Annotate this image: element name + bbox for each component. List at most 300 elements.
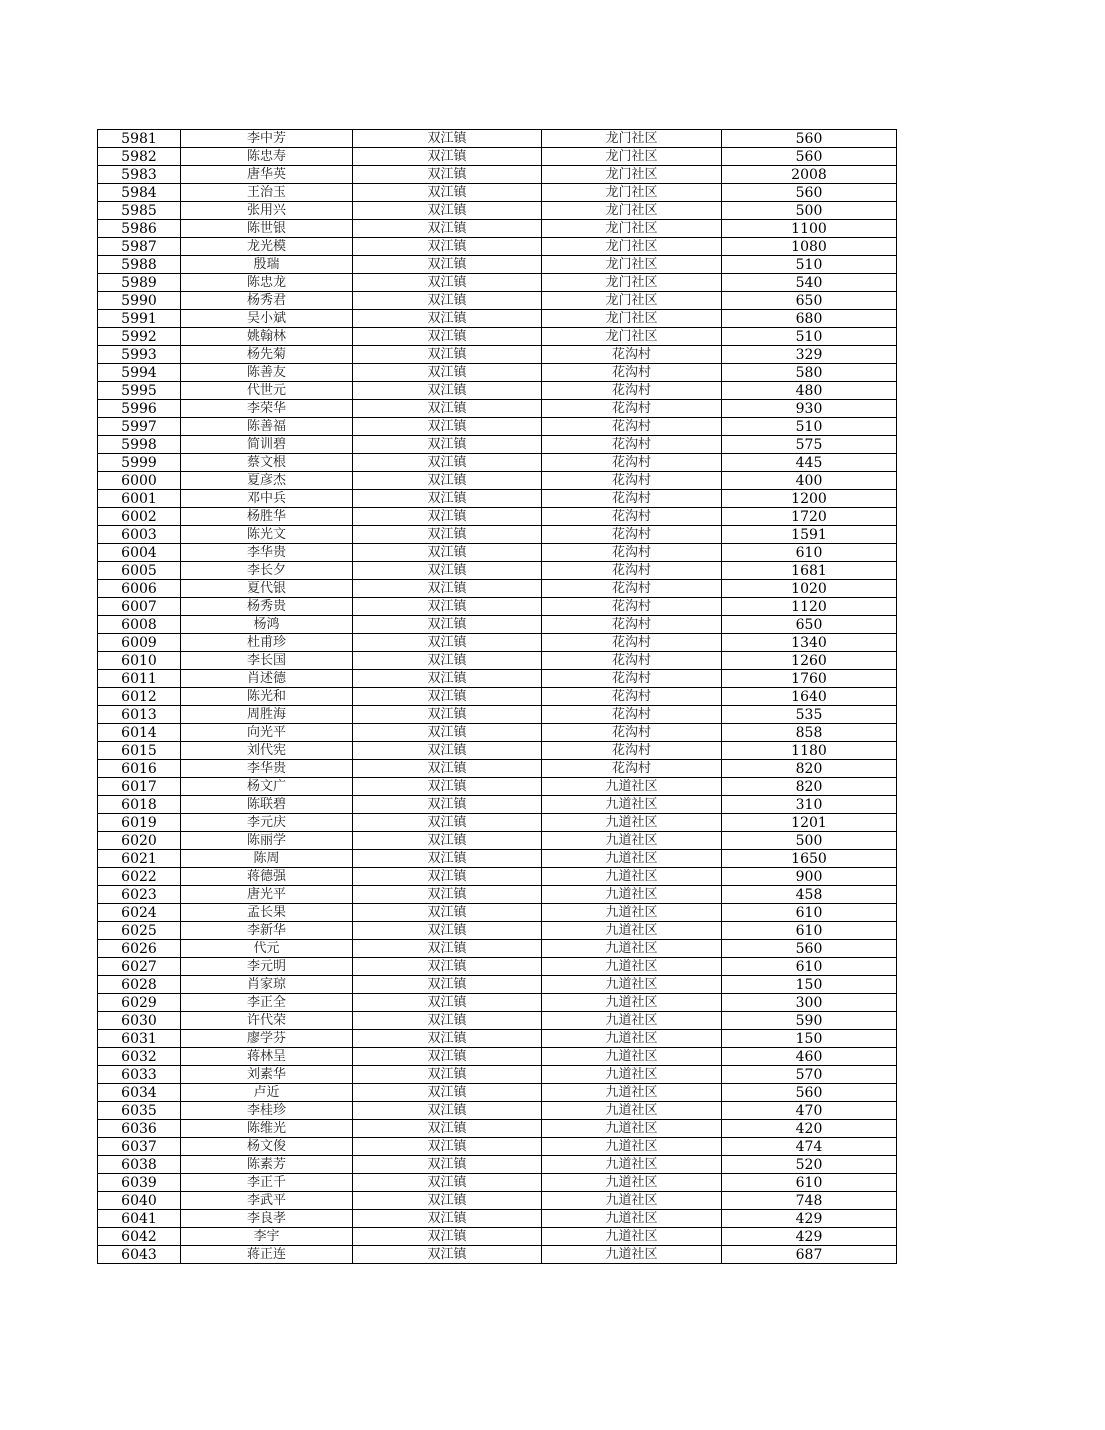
name-cell: 李宇 <box>181 1228 353 1246</box>
name-cell: 李新华 <box>181 922 353 940</box>
amount-cell: 1640 <box>722 688 897 706</box>
village-cell: 龙门社区 <box>542 148 722 166</box>
town-cell: 双江镇 <box>353 1030 542 1048</box>
serial-number-cell: 6009 <box>98 634 181 652</box>
table-row <box>98 742 897 760</box>
town-cell: 双江镇 <box>353 850 542 868</box>
village-cell: 龙门社区 <box>542 130 722 148</box>
table-row <box>98 184 897 202</box>
amount-cell: 520 <box>722 1156 897 1174</box>
serial-number-cell: 6011 <box>98 670 181 688</box>
town-cell: 双江镇 <box>353 994 542 1012</box>
town-cell: 双江镇 <box>353 328 542 346</box>
serial-number-cell: 6036 <box>98 1120 181 1138</box>
town-cell: 双江镇 <box>353 598 542 616</box>
serial-number-cell: 6025 <box>98 922 181 940</box>
serial-number-cell: 6028 <box>98 976 181 994</box>
town-cell: 双江镇 <box>353 202 542 220</box>
serial-number-cell: 6032 <box>98 1048 181 1066</box>
amount-cell: 820 <box>722 778 897 796</box>
name-cell: 廖学芬 <box>181 1030 353 1048</box>
town-cell: 双江镇 <box>353 580 542 598</box>
name-cell: 殷瑞 <box>181 256 353 274</box>
town-cell: 双江镇 <box>353 418 542 436</box>
name-cell: 李长夕 <box>181 562 353 580</box>
name-cell: 李元明 <box>181 958 353 976</box>
town-cell: 双江镇 <box>353 688 542 706</box>
amount-cell: 400 <box>722 472 897 490</box>
table-row <box>98 562 897 580</box>
amount-cell: 1180 <box>722 742 897 760</box>
name-cell: 蒋林呈 <box>181 1048 353 1066</box>
amount-cell: 590 <box>722 1012 897 1030</box>
serial-number-cell: 6035 <box>98 1102 181 1120</box>
table-row <box>98 760 897 778</box>
name-cell: 姚翰林 <box>181 328 353 346</box>
name-cell: 代元 <box>181 940 353 958</box>
amount-cell: 500 <box>722 832 897 850</box>
table-row <box>98 616 897 634</box>
name-cell: 李长国 <box>181 652 353 670</box>
name-cell: 孟长果 <box>181 904 353 922</box>
table-row <box>98 670 897 688</box>
amount-cell: 429 <box>722 1210 897 1228</box>
table-row <box>98 382 897 400</box>
name-cell: 杨文广 <box>181 778 353 796</box>
table-row <box>98 130 897 148</box>
table-row <box>98 526 897 544</box>
village-cell: 花沟村 <box>542 688 722 706</box>
amount-cell: 748 <box>722 1192 897 1210</box>
serial-number-cell: 5995 <box>98 382 181 400</box>
table-row <box>98 274 897 292</box>
amount-cell: 535 <box>722 706 897 724</box>
table-row <box>98 346 897 364</box>
amount-cell: 610 <box>722 922 897 940</box>
village-cell: 九道社区 <box>542 904 722 922</box>
town-cell: 双江镇 <box>353 652 542 670</box>
amount-cell: 580 <box>722 364 897 382</box>
town-cell: 双江镇 <box>353 1174 542 1192</box>
village-cell: 九道社区 <box>542 886 722 904</box>
town-cell: 双江镇 <box>353 184 542 202</box>
name-cell: 陈素芳 <box>181 1156 353 1174</box>
name-cell: 夏代银 <box>181 580 353 598</box>
village-cell: 花沟村 <box>542 526 722 544</box>
village-cell: 九道社区 <box>542 1120 722 1138</box>
data-table <box>97 129 897 1264</box>
table-row <box>98 1174 897 1192</box>
name-cell: 唐光平 <box>181 886 353 904</box>
amount-cell: 610 <box>722 544 897 562</box>
village-cell: 九道社区 <box>542 1156 722 1174</box>
village-cell: 花沟村 <box>542 454 722 472</box>
village-cell: 九道社区 <box>542 1066 722 1084</box>
village-cell: 花沟村 <box>542 634 722 652</box>
serial-number-cell: 6014 <box>98 724 181 742</box>
serial-number-cell: 5991 <box>98 310 181 328</box>
table-row <box>98 292 897 310</box>
amount-cell: 1080 <box>722 238 897 256</box>
table-row <box>98 724 897 742</box>
serial-number-cell: 6041 <box>98 1210 181 1228</box>
village-cell: 龙门社区 <box>542 274 722 292</box>
serial-number-cell: 6030 <box>98 1012 181 1030</box>
village-cell: 九道社区 <box>542 1048 722 1066</box>
amount-cell: 687 <box>722 1246 897 1264</box>
name-cell: 张用兴 <box>181 202 353 220</box>
town-cell: 双江镇 <box>353 1192 542 1210</box>
serial-number-cell: 5992 <box>98 328 181 346</box>
serial-number-cell: 6018 <box>98 796 181 814</box>
town-cell: 双江镇 <box>353 544 542 562</box>
town-cell: 双江镇 <box>353 706 542 724</box>
village-cell: 九道社区 <box>542 1012 722 1030</box>
serial-number-cell: 6026 <box>98 940 181 958</box>
name-cell: 向光平 <box>181 724 353 742</box>
table-row <box>98 436 897 454</box>
town-cell: 双江镇 <box>353 220 542 238</box>
table-row <box>98 1066 897 1084</box>
village-cell: 花沟村 <box>542 382 722 400</box>
amount-cell: 429 <box>722 1228 897 1246</box>
amount-cell: 560 <box>722 940 897 958</box>
town-cell: 双江镇 <box>353 562 542 580</box>
town-cell: 双江镇 <box>353 760 542 778</box>
town-cell: 双江镇 <box>353 742 542 760</box>
name-cell: 陈善友 <box>181 364 353 382</box>
serial-number-cell: 6021 <box>98 850 181 868</box>
name-cell: 王治玉 <box>181 184 353 202</box>
village-cell: 龙门社区 <box>542 166 722 184</box>
amount-cell: 510 <box>722 418 897 436</box>
village-cell: 九道社区 <box>542 1228 722 1246</box>
serial-number-cell: 6012 <box>98 688 181 706</box>
town-cell: 双江镇 <box>353 922 542 940</box>
town-cell: 双江镇 <box>353 958 542 976</box>
serial-number-cell: 6039 <box>98 1174 181 1192</box>
name-cell: 陈丽学 <box>181 832 353 850</box>
town-cell: 双江镇 <box>353 1012 542 1030</box>
village-cell: 九道社区 <box>542 976 722 994</box>
table-row <box>98 1228 897 1246</box>
name-cell: 杨秀君 <box>181 292 353 310</box>
serial-number-cell: 6020 <box>98 832 181 850</box>
village-cell: 花沟村 <box>542 418 722 436</box>
amount-cell: 1100 <box>722 220 897 238</box>
village-cell: 花沟村 <box>542 400 722 418</box>
table-row <box>98 472 897 490</box>
amount-cell: 1720 <box>722 508 897 526</box>
village-cell: 九道社区 <box>542 922 722 940</box>
serial-number-cell: 5994 <box>98 364 181 382</box>
serial-number-cell: 5986 <box>98 220 181 238</box>
table-row <box>98 994 897 1012</box>
amount-cell: 470 <box>722 1102 897 1120</box>
village-cell: 九道社区 <box>542 1192 722 1210</box>
amount-cell: 560 <box>722 1084 897 1102</box>
serial-number-cell: 5989 <box>98 274 181 292</box>
village-cell: 龙门社区 <box>542 220 722 238</box>
serial-number-cell: 6022 <box>98 868 181 886</box>
name-cell: 刘素华 <box>181 1066 353 1084</box>
amount-cell: 1020 <box>722 580 897 598</box>
town-cell: 双江镇 <box>353 436 542 454</box>
village-cell: 花沟村 <box>542 724 722 742</box>
serial-number-cell: 5981 <box>98 130 181 148</box>
amount-cell: 680 <box>722 310 897 328</box>
name-cell: 陈光和 <box>181 688 353 706</box>
village-cell: 九道社区 <box>542 832 722 850</box>
table-row <box>98 652 897 670</box>
table-row <box>98 922 897 940</box>
town-cell: 双江镇 <box>353 778 542 796</box>
table-row <box>98 868 897 886</box>
village-cell: 花沟村 <box>542 598 722 616</box>
village-cell: 龙门社区 <box>542 202 722 220</box>
serial-number-cell: 6033 <box>98 1066 181 1084</box>
village-cell: 九道社区 <box>542 850 722 868</box>
village-cell: 花沟村 <box>542 436 722 454</box>
table-row <box>98 418 897 436</box>
town-cell: 双江镇 <box>353 1120 542 1138</box>
town-cell: 双江镇 <box>353 886 542 904</box>
amount-cell: 820 <box>722 760 897 778</box>
village-cell: 九道社区 <box>542 796 722 814</box>
village-cell: 花沟村 <box>542 508 722 526</box>
table-row <box>98 1156 897 1174</box>
village-cell: 龙门社区 <box>542 238 722 256</box>
name-cell: 陈光文 <box>181 526 353 544</box>
name-cell: 蔡文根 <box>181 454 353 472</box>
table-row <box>98 1138 897 1156</box>
table-row <box>98 778 897 796</box>
serial-number-cell: 6040 <box>98 1192 181 1210</box>
village-cell: 龙门社区 <box>542 184 722 202</box>
serial-number-cell: 5996 <box>98 400 181 418</box>
serial-number-cell: 6038 <box>98 1156 181 1174</box>
amount-cell: 445 <box>722 454 897 472</box>
town-cell: 双江镇 <box>353 490 542 508</box>
name-cell: 杨文俊 <box>181 1138 353 1156</box>
table-row <box>98 328 897 346</box>
serial-number-cell: 6008 <box>98 616 181 634</box>
table-row <box>98 1246 897 1264</box>
table-row <box>98 832 897 850</box>
serial-number-cell: 6015 <box>98 742 181 760</box>
table-row <box>98 634 897 652</box>
town-cell: 双江镇 <box>353 940 542 958</box>
village-cell: 花沟村 <box>542 346 722 364</box>
name-cell: 许代荣 <box>181 1012 353 1030</box>
serial-number-cell: 6004 <box>98 544 181 562</box>
town-cell: 双江镇 <box>353 904 542 922</box>
amount-cell: 1591 <box>722 526 897 544</box>
table-row <box>98 688 897 706</box>
serial-number-cell: 5993 <box>98 346 181 364</box>
serial-number-cell: 5990 <box>98 292 181 310</box>
town-cell: 双江镇 <box>353 346 542 364</box>
amount-cell: 329 <box>722 346 897 364</box>
table-row <box>98 544 897 562</box>
town-cell: 双江镇 <box>353 832 542 850</box>
town-cell: 双江镇 <box>353 814 542 832</box>
amount-cell: 575 <box>722 436 897 454</box>
amount-cell: 650 <box>722 616 897 634</box>
village-cell: 九道社区 <box>542 1030 722 1048</box>
serial-number-cell: 6027 <box>98 958 181 976</box>
town-cell: 双江镇 <box>353 724 542 742</box>
amount-cell: 1340 <box>722 634 897 652</box>
name-cell: 李荣华 <box>181 400 353 418</box>
town-cell: 双江镇 <box>353 310 542 328</box>
village-cell: 花沟村 <box>542 472 722 490</box>
serial-number-cell: 5982 <box>98 148 181 166</box>
town-cell: 双江镇 <box>353 868 542 886</box>
amount-cell: 1260 <box>722 652 897 670</box>
amount-cell: 1760 <box>722 670 897 688</box>
serial-number-cell: 5985 <box>98 202 181 220</box>
amount-cell: 1200 <box>722 490 897 508</box>
table-row <box>98 958 897 976</box>
amount-cell: 858 <box>722 724 897 742</box>
amount-cell: 540 <box>722 274 897 292</box>
village-cell: 九道社区 <box>542 778 722 796</box>
town-cell: 双江镇 <box>353 274 542 292</box>
village-cell: 九道社区 <box>542 1102 722 1120</box>
name-cell: 周胜海 <box>181 706 353 724</box>
serial-number-cell: 6016 <box>98 760 181 778</box>
serial-number-cell: 6019 <box>98 814 181 832</box>
amount-cell: 300 <box>722 994 897 1012</box>
amount-cell: 560 <box>722 184 897 202</box>
table-row <box>98 1192 897 1210</box>
town-cell: 双江镇 <box>353 454 542 472</box>
table-row <box>98 310 897 328</box>
table-row <box>98 580 897 598</box>
amount-cell: 610 <box>722 1174 897 1192</box>
table-row <box>98 940 897 958</box>
village-cell: 花沟村 <box>542 364 722 382</box>
table-row <box>98 706 897 724</box>
serial-number-cell: 6031 <box>98 1030 181 1048</box>
village-cell: 花沟村 <box>542 760 722 778</box>
amount-cell: 474 <box>722 1138 897 1156</box>
town-cell: 双江镇 <box>353 256 542 274</box>
serial-number-cell: 6042 <box>98 1228 181 1246</box>
town-cell: 双江镇 <box>353 148 542 166</box>
town-cell: 双江镇 <box>353 1156 542 1174</box>
town-cell: 双江镇 <box>353 1102 542 1120</box>
amount-cell: 150 <box>722 1030 897 1048</box>
name-cell: 唐华英 <box>181 166 353 184</box>
town-cell: 双江镇 <box>353 1066 542 1084</box>
table-row <box>98 220 897 238</box>
table-body <box>98 130 897 1264</box>
amount-cell: 610 <box>722 958 897 976</box>
town-cell: 双江镇 <box>353 1084 542 1102</box>
name-cell: 杨秀贵 <box>181 598 353 616</box>
serial-number-cell: 5983 <box>98 166 181 184</box>
table-row <box>98 904 897 922</box>
town-cell: 双江镇 <box>353 976 542 994</box>
name-cell: 李桂珍 <box>181 1102 353 1120</box>
village-cell: 龙门社区 <box>542 292 722 310</box>
table-row <box>98 148 897 166</box>
village-cell: 九道社区 <box>542 958 722 976</box>
name-cell: 吴小斌 <box>181 310 353 328</box>
village-cell: 龙门社区 <box>542 328 722 346</box>
village-cell: 九道社区 <box>542 1138 722 1156</box>
name-cell: 邓中兵 <box>181 490 353 508</box>
name-cell: 陈世银 <box>181 220 353 238</box>
amount-cell: 560 <box>722 130 897 148</box>
name-cell: 夏彦杰 <box>181 472 353 490</box>
village-cell: 花沟村 <box>542 580 722 598</box>
table-row <box>98 508 897 526</box>
amount-cell: 1681 <box>722 562 897 580</box>
name-cell: 刘代宪 <box>181 742 353 760</box>
table-row <box>98 850 897 868</box>
table-row <box>98 256 897 274</box>
village-cell: 九道社区 <box>542 868 722 886</box>
amount-cell: 150 <box>722 976 897 994</box>
table-row <box>98 1084 897 1102</box>
amount-cell: 610 <box>722 904 897 922</box>
table-row <box>98 796 897 814</box>
table-row <box>98 238 897 256</box>
amount-cell: 500 <box>722 202 897 220</box>
table-row <box>98 1102 897 1120</box>
serial-number-cell: 6001 <box>98 490 181 508</box>
name-cell: 肖家琼 <box>181 976 353 994</box>
town-cell: 双江镇 <box>353 472 542 490</box>
name-cell: 杨鸿 <box>181 616 353 634</box>
village-cell: 花沟村 <box>542 742 722 760</box>
name-cell: 杨胜华 <box>181 508 353 526</box>
serial-number-cell: 6000 <box>98 472 181 490</box>
village-cell: 花沟村 <box>542 616 722 634</box>
name-cell: 蒋正连 <box>181 1246 353 1264</box>
table-row <box>98 598 897 616</box>
amount-cell: 460 <box>722 1048 897 1066</box>
amount-cell: 560 <box>722 148 897 166</box>
village-cell: 龙门社区 <box>542 256 722 274</box>
table-row <box>98 1210 897 1228</box>
name-cell: 李中芳 <box>181 130 353 148</box>
amount-cell: 510 <box>722 328 897 346</box>
village-cell: 花沟村 <box>542 562 722 580</box>
serial-number-cell: 6005 <box>98 562 181 580</box>
table-row <box>98 814 897 832</box>
amount-cell: 420 <box>722 1120 897 1138</box>
table-row <box>98 1048 897 1066</box>
name-cell: 陈维光 <box>181 1120 353 1138</box>
table-row <box>98 886 897 904</box>
village-cell: 九道社区 <box>542 1084 722 1102</box>
serial-number-cell: 6029 <box>98 994 181 1012</box>
town-cell: 双江镇 <box>353 238 542 256</box>
name-cell: 李良孝 <box>181 1210 353 1228</box>
serial-number-cell: 6013 <box>98 706 181 724</box>
town-cell: 双江镇 <box>353 1138 542 1156</box>
name-cell: 陈忠龙 <box>181 274 353 292</box>
table-row <box>98 1030 897 1048</box>
amount-cell: 480 <box>722 382 897 400</box>
name-cell: 李元庆 <box>181 814 353 832</box>
town-cell: 双江镇 <box>353 166 542 184</box>
serial-number-cell: 6023 <box>98 886 181 904</box>
